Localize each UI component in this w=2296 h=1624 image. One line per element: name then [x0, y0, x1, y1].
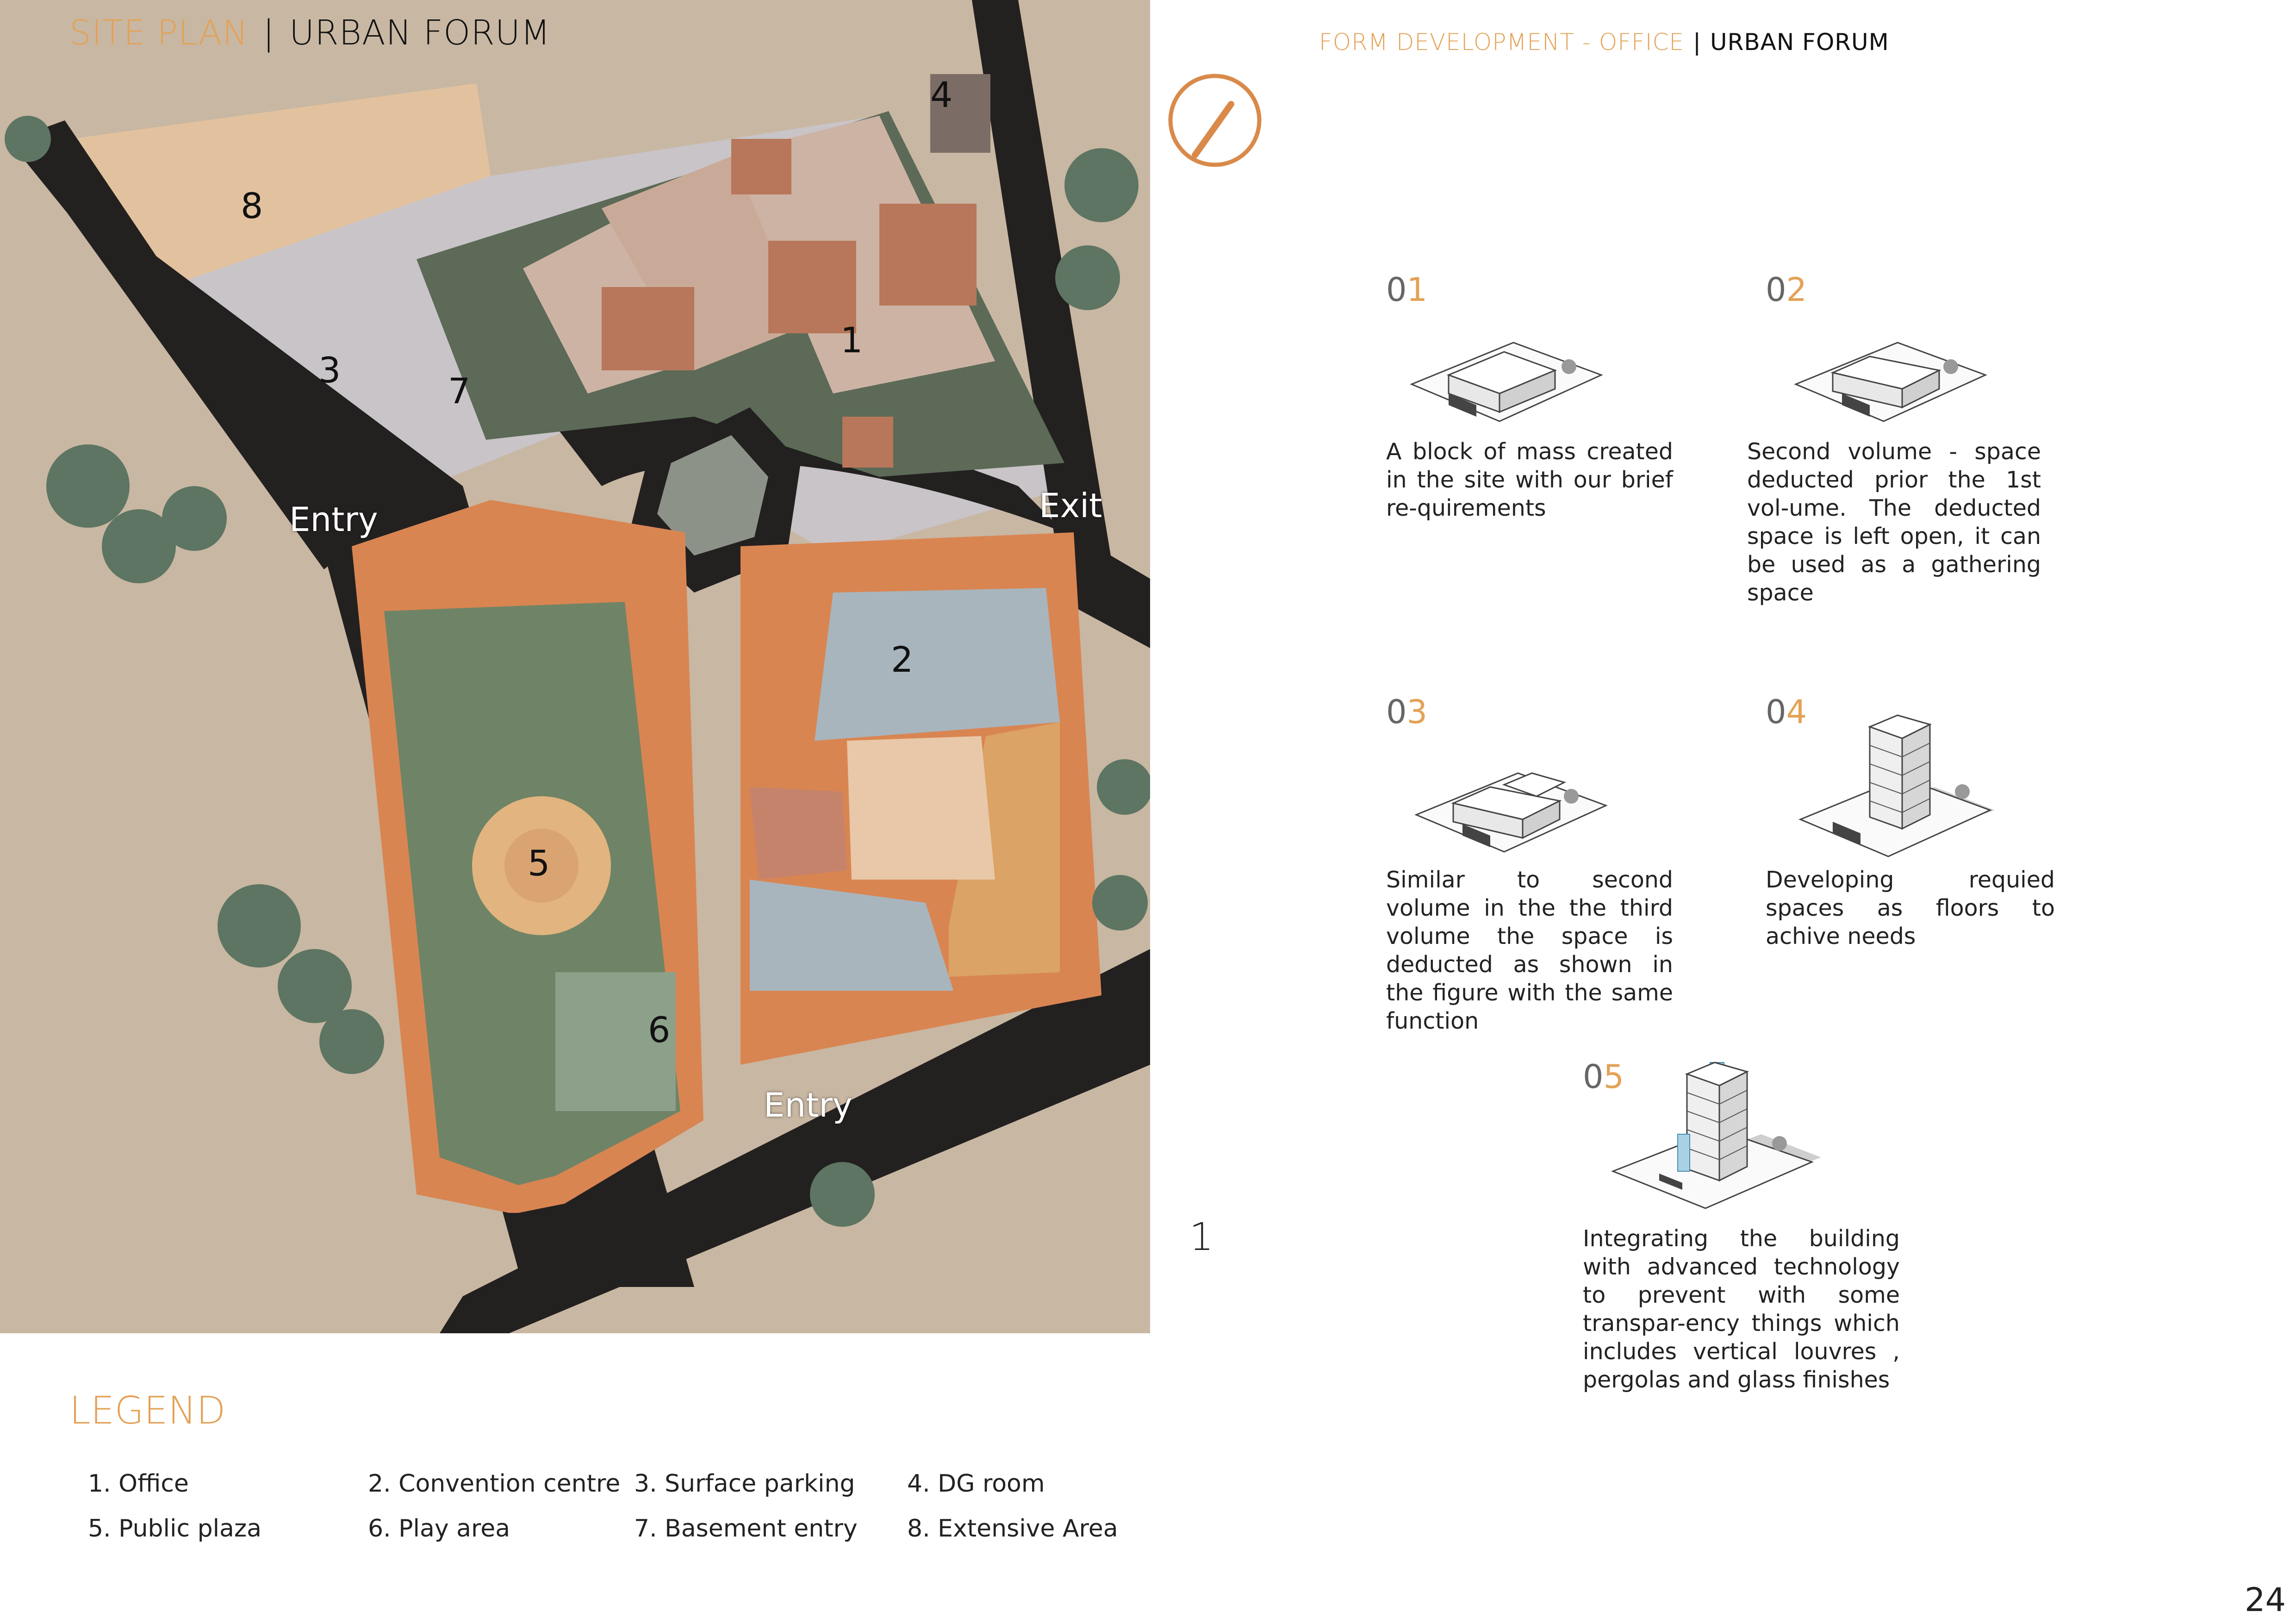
map-label-dg-room: 4 [930, 74, 953, 115]
legend-item: 8. Extensive Area [907, 1515, 1118, 1543]
map-label-parking: 3 [318, 350, 341, 391]
step-description: Developing requied spaces as floors to achive needs [1766, 867, 2055, 949]
form-dev-title [1319, 29, 1889, 56]
step-number [1386, 271, 1427, 309]
massing-diagram [1412, 750, 1611, 861]
map-label-entry-top: Entry [289, 500, 378, 539]
title-separator: | [1693, 29, 1701, 56]
step-number-digit: 5 [1603, 1058, 1624, 1096]
legend-title: LEGEND [69, 1389, 226, 1433]
step-number-digit: 4 [1786, 693, 1807, 731]
step-number-digit: 3 [1406, 693, 1428, 731]
legend-item: 3. Surface parking [634, 1470, 855, 1498]
convention-court [847, 736, 995, 880]
massing-diagram [1608, 1051, 1840, 1218]
title-separator: | [262, 13, 275, 53]
massing-diagram [1407, 324, 1606, 431]
massing-diagram [1796, 713, 2009, 866]
legend [88, 1470, 1152, 1572]
stray-number: 1 [1189, 1215, 1214, 1259]
legend-item: 1. Office [88, 1470, 189, 1498]
map-label-plaza: 5 [528, 843, 550, 884]
form-dev-title-main: URBAN FORUM [1710, 29, 1889, 56]
site-plan-title [69, 13, 551, 53]
step-description: Integrating the building with advanced technology to prevent with some transpar-ency things which includes vertical louvres , pergolas and glass finishes [1583, 1225, 1900, 1393]
step-number-prefix: 0 [1766, 271, 1786, 309]
map-label-extensive: 8 [241, 185, 263, 226]
step-number [1386, 693, 1427, 731]
form-dev-title-accent: FORM DEVELOPMENT - OFFICE [1319, 29, 1684, 56]
step-number-prefix: 0 [1583, 1058, 1604, 1096]
legend-item: 7. Basement entry [634, 1515, 858, 1543]
site-plan-title-main: URBAN FORUM [289, 13, 551, 53]
north-arrow-icon [1162, 67, 1268, 174]
step-number [1766, 271, 1807, 309]
map-label-entry-bottom: Entry [764, 1086, 852, 1124]
map-label-convention: 2 [891, 639, 914, 680]
legend-item: 4. DG room [907, 1470, 1045, 1498]
map-label-play: 6 [648, 1009, 671, 1050]
site-plan-title-accent: SITE PLAN [69, 13, 249, 53]
step-description: A block of mass created in the site with our brief re-quirements [1386, 438, 1673, 521]
legend-item: 5. Public plaza [88, 1515, 262, 1543]
map-label-office: 1 [840, 319, 863, 361]
convention-roof-a [815, 588, 1060, 741]
convention-roof-b [750, 787, 847, 880]
step-description: Similar to second volume in the the third volume the space is deducted as shown in the figure with the same function [1386, 867, 1673, 1034]
step-description: Second volume - space deducted prior the 1st vol-ume. The deducted space is left open, it can be used as a gathering space [1747, 438, 2041, 606]
step-number-prefix: 0 [1766, 693, 1786, 731]
step-number-prefix: 0 [1386, 271, 1407, 309]
site-plan-panel [0, 0, 1150, 1333]
map-label-basement: 7 [448, 370, 471, 412]
step-number-prefix: 0 [1386, 693, 1407, 731]
legend-item: 6. Play area [368, 1515, 510, 1543]
site-plan-map [0, 0, 1150, 1333]
legend-item: 2. Convention centre [368, 1470, 621, 1498]
map-label-exit: Exit [1039, 486, 1102, 525]
massing-diagram [1791, 324, 1990, 431]
page-number: 24 [2245, 1581, 2286, 1619]
step-number-digit: 1 [1406, 271, 1428, 309]
step-number-digit: 2 [1786, 271, 1807, 309]
